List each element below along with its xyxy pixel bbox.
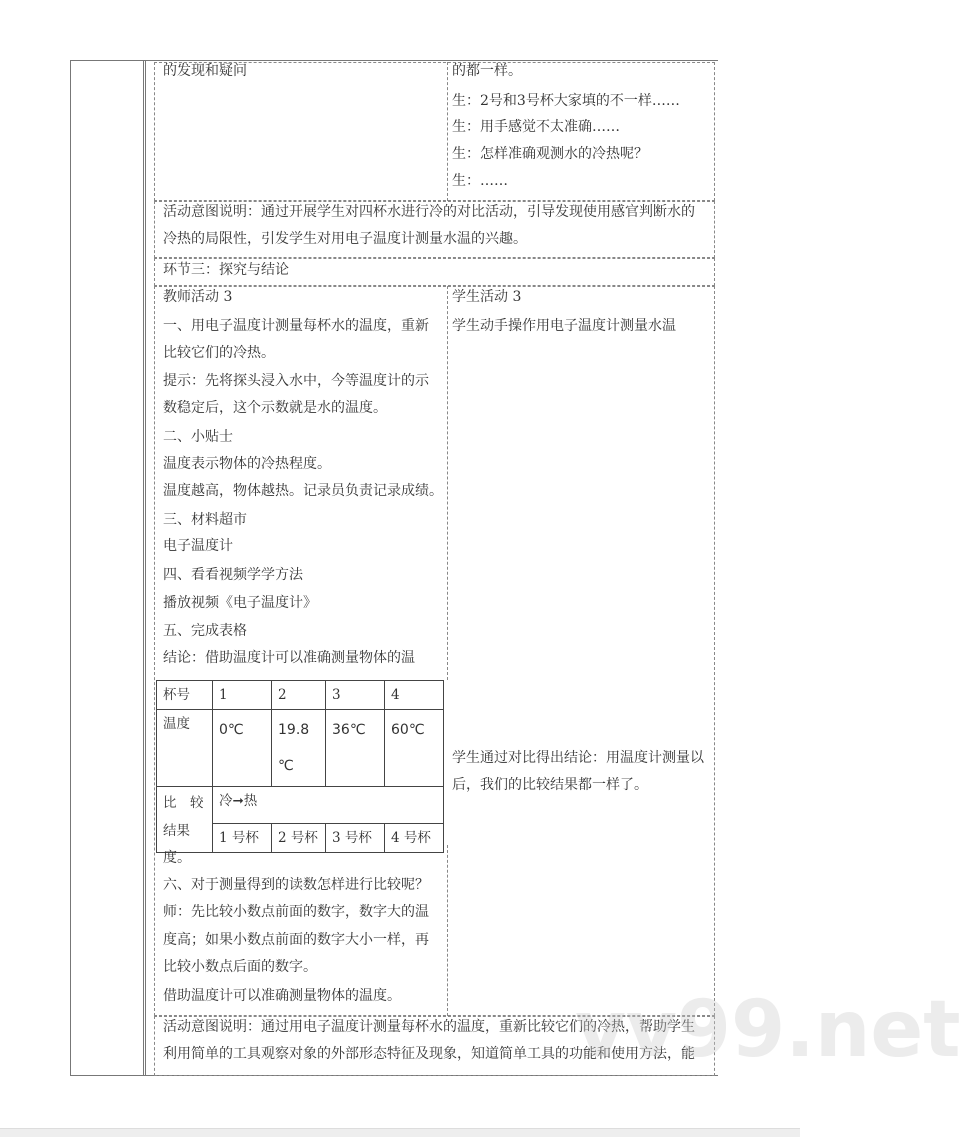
discovery-right-2: 生：用手感觉不太准确……: [452, 119, 620, 135]
teacher-line: 比较它们的冷热。: [163, 345, 275, 361]
temp-label: 温度: [157, 710, 213, 787]
student-conclusion: 后，我们的比较结果都一样了。: [452, 777, 648, 793]
temp-cell: 19.8 ℃: [272, 710, 326, 787]
teacher-line: 温度越高，物体越热。记录员负责记录成绩。: [163, 483, 443, 499]
discovery-left: 的发现和疑问: [163, 63, 247, 79]
order-cell: 2 号杯: [272, 824, 326, 853]
teacher-line: 六、对于测量得到的读数怎样进行比较呢？: [163, 877, 429, 893]
section-title: 环节三：探究与结论: [163, 262, 289, 278]
teacher-line: 教师活动 3: [163, 289, 233, 305]
order-cell: 1 号杯: [213, 824, 272, 853]
teacher-line: 度高；如果小数点前面的数字大小一样，再: [163, 932, 429, 948]
page-footer-strip: [0, 1128, 800, 1137]
cup-table: [156, 680, 444, 853]
teacher-line: 数稳定后，这个示数就是水的温度。: [163, 400, 387, 416]
order-cell: 3 号杯: [326, 824, 385, 853]
teacher-line: 借助温度计可以准确测量物体的温度。: [163, 988, 401, 1004]
student-line: 学生动手操作用电子温度计测量水温: [452, 318, 676, 334]
divider: [447, 845, 448, 1016]
order-cell: 4 号杯: [385, 824, 444, 853]
teacher-line: 三、材料超市: [163, 512, 247, 528]
discovery-right-1: 生：2号和3号杯大家填的不一样……: [452, 93, 680, 109]
teacher-line: 一、用电子温度计测量每杯水的温度，重新: [163, 318, 429, 334]
header-cell: 杯号: [157, 681, 213, 710]
teacher-line: 师：先比较小数点前面的数字，数字大的温: [163, 904, 429, 920]
compare-label: 比 较 结果: [157, 787, 213, 853]
discovery-right-0: 的都一样。: [452, 63, 522, 79]
note2-line: 利用简单的工具观察对象的外部形态特征及现象，知道简单工具的功能和使用方法，能: [163, 1046, 695, 1062]
teacher-line: 提示：先将探头浸入水中，今等温度计的示: [163, 373, 429, 389]
temp-cell: 60℃: [385, 710, 444, 787]
stage-column: [70, 60, 146, 1076]
teacher-line: 四、看看视频学学方法: [163, 567, 303, 583]
note1-line: 冷热的局限性，引发学生对用电子温度计测量水温的兴趣。: [163, 231, 527, 247]
header-cell: 1: [213, 681, 272, 710]
temp-cell: 36℃: [326, 710, 385, 787]
note2-line: 活动意图说明：通过用电子温度计测量每杯水的温度，重新比较它们的冷热，帮助学生: [163, 1019, 695, 1035]
teacher-line: 播放视频《电子温度计》: [163, 595, 317, 611]
discovery-right-4: 生：……: [452, 173, 508, 189]
compare-direction: 冷➞热: [213, 787, 444, 824]
header-cell: 2: [272, 681, 326, 710]
divider: [447, 62, 448, 201]
header-cell: 3: [326, 681, 385, 710]
watermark: vv99.net: [575, 985, 961, 1075]
teacher-line: 电子温度计: [163, 538, 233, 554]
temp-cell: 0℃: [213, 710, 272, 787]
discovery-right-3: 生：怎样准确观测水的冷热呢？: [452, 146, 648, 162]
teacher-line: 度。: [163, 850, 191, 866]
teacher-line: 二、小贴士: [163, 429, 233, 445]
student-title: 学生活动 3: [452, 289, 522, 305]
note1-line: 活动意图说明：通过开展学生对四杯水进行冷的对比活动，引导发现使用感官判断水的: [163, 204, 695, 220]
teacher-line: 比较小数点后面的数字。: [163, 959, 317, 975]
teacher-line: 温度表示物体的冷热程度。: [163, 456, 331, 472]
student-conclusion: 学生通过对比得出结论：用温度计测量以: [452, 750, 704, 766]
teacher-line: 结论：借助温度计可以准确测量物体的温: [163, 650, 415, 666]
teacher-line: 五、完成表格: [163, 623, 247, 639]
divider: [447, 286, 448, 680]
header-cell: 4: [385, 681, 444, 710]
